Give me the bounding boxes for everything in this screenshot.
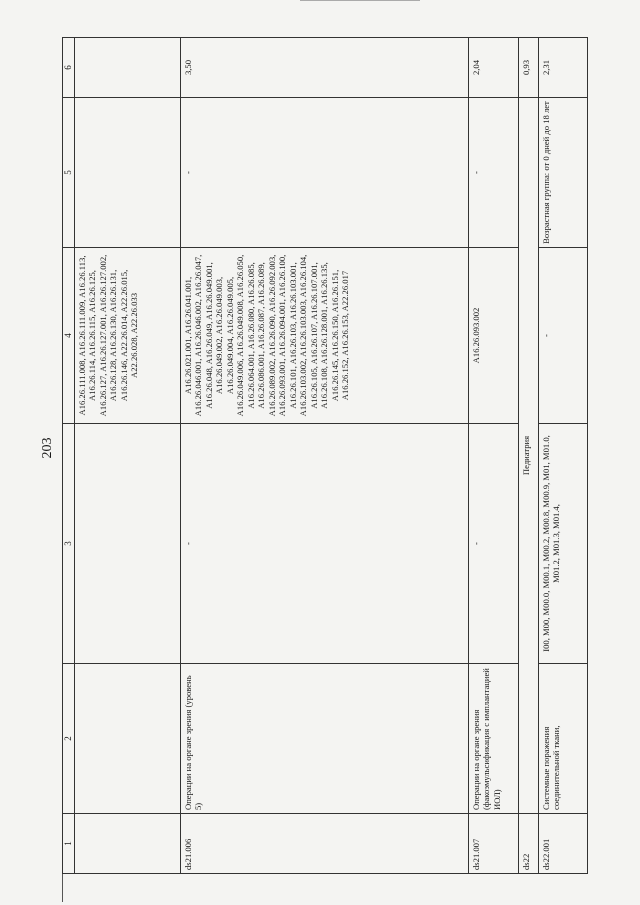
row-other	[74, 98, 180, 248]
row-coefficient: 3,50	[180, 38, 468, 98]
header-col-6: 6	[63, 38, 75, 98]
section-title: Педиатрия	[518, 98, 538, 814]
row-other: -	[180, 98, 468, 248]
scan-mark-left	[62, 872, 63, 902]
page-number: 203	[40, 437, 55, 459]
section-row	[518, 38, 538, 874]
table-row	[468, 38, 518, 874]
row-operations: A16.26.093.002	[468, 248, 518, 424]
row-code	[74, 814, 180, 874]
scan-mark-top	[300, 0, 420, 1]
header-col-2: 2	[63, 664, 75, 814]
row-other: Возрастная группа: от 0 дней до 18 лет	[538, 98, 587, 248]
section-coefficient: 0,93	[518, 38, 538, 98]
row-name: Операции на органе зрения (факоэмульсификация с имплантацией ИОЛ)	[468, 664, 518, 814]
tariff-table	[62, 37, 588, 874]
row-code: ds21.007	[468, 814, 518, 874]
row-operations: A16.26.021.001, A16.26.041.001, A16.26.046.001, A16.26.046.002, A16.26.047, A16.26.048, A16.26.049, A16.26.049.001, A16.26.049.002, A16.26.049.003, A16.26.049.004, A16.26.049.005, A16.26.049.006, A16.26.049.008, A16.26.050, A16.26.064.001, A16.26.080, A16.26.085, A16.26.086.001, A16.26.087, A16.26.089, A16.26.089.002, A16.26.090, A16.26.092.003, A16.26.093.001, A16.26.094.001, A16.26.100, A16.26.101, A16.26.103, A16.26.103.001, A16.26.103.002, A16.26.103.003, A16.26.104, A16.26.105, A16.26.107, A16.26.107.001, A16.26.108, A16.26.128.001, A16.26.135, A16.26.145, A16.26.150, A16.26.151, A16.26.152, A16.26.153, A22.26.017	[180, 248, 468, 424]
header-col-1: 1	[63, 814, 75, 874]
row-name	[74, 664, 180, 814]
rotated-table-container	[62, 38, 588, 874]
row-coefficient: 2,31	[538, 38, 587, 98]
row-diagnoses: -	[180, 424, 468, 664]
row-coefficient	[74, 38, 180, 98]
row-code: ds22.001	[538, 814, 587, 874]
header-row	[63, 38, 75, 874]
row-code: ds21.006	[180, 814, 468, 874]
table-row	[74, 38, 180, 874]
table-row	[180, 38, 468, 874]
row-diagnoses	[74, 424, 180, 664]
header-col-4: 4	[63, 248, 75, 424]
table-row	[538, 38, 587, 874]
row-other: -	[468, 98, 518, 248]
row-name: Системные поражения соединительной ткани,	[538, 664, 587, 814]
row-operations: A16.26.111.008, A16.26.111.009, A16.26.113, A16.26.114, A16.26.115, A16.26.125, A16.26.127, A16.26.127.001, A16.26.127.002, A16.26.128, A16.26.130, A16.26.131, A16.26.146, A22.26.014, A22.26.015, A22.26.028, A22.26.033	[74, 248, 180, 424]
row-coefficient: 2,04	[468, 38, 518, 98]
row-operations: -	[538, 248, 587, 424]
section-code: ds22	[518, 814, 538, 874]
row-diagnoses: -	[468, 424, 518, 664]
rotated-table-frame	[62, 38, 588, 874]
row-diagnoses: I00, M00, M00.0, M00.1, M00.2, M00.8, M00.9, M01, M01.0, M01.2, M01.3, M01.4,	[538, 424, 587, 664]
header-col-3: 3	[63, 424, 75, 664]
row-name: Операции на органе зрения (уровень 5)	[180, 664, 468, 814]
header-col-5: 5	[63, 98, 75, 248]
